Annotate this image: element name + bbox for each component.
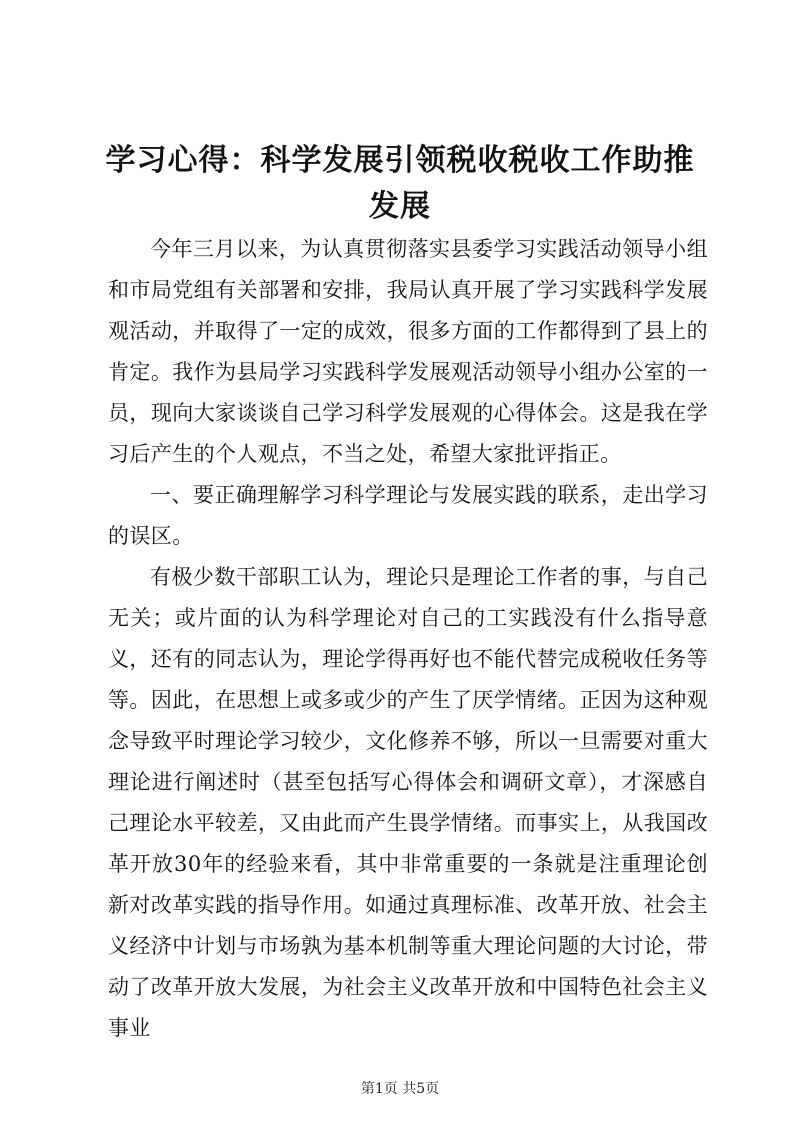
paragraph-section-heading: 一、要正确理解学习科学理论与发展实践的联系，走出学习的误区。 bbox=[108, 483, 708, 548]
paragraph-intro: 今年三月以来，为认真贯彻落实县委学习实践活动领导小组和市局党组有关部署和安排，我局认真开展了学习实践科学发展观活动，并取得了一定的成效，很多方面的工作都得到了县上的肯定。我作为县局学习实践科学发展观活动领导小组办公室的一员，现向大家谈谈自己学习科学发展观的心得体会。这是我在学习后产生的个人观点，不当之处，希望大家批评指正。 bbox=[108, 237, 708, 466]
page-number-footer: 第1页 共5页 bbox=[360, 1081, 440, 1097]
document-title: 学习心得：科学发展引领税收税收工作助推发展 bbox=[105, 143, 695, 224]
document-body bbox=[108, 229, 708, 1049]
paragraph-discussion: 有极少数干部职工认为，理论只是理论工作者的事，与自己无关；或片面的认为科学理论对自己的工实践没有什么指导意义，还有的同志认为，理论学得再好也不能代替完成税收任务等等。因此，在思想上或多或少的产生了厌学情绪。正因为这种观念导致平时理论学习较少，文化修养不够，所以一旦需要对重大理论进行阐述时（甚至包括写心得体会和调研文章），才深感自己理论水平较差，又由此而产生畏学情绪。而事实上，从我国改革开放30年的经验来看，其中非常重要的一条就是注重理论创新对改革实践的指导作用。如通过真理标准、改革开放、社会主义经济中计划与市场孰为基本机制等重大理论问题的大讨论，带动了改革开放大发展，为社会主义改革开放和中国特色社会主义事业 bbox=[108, 565, 708, 1040]
